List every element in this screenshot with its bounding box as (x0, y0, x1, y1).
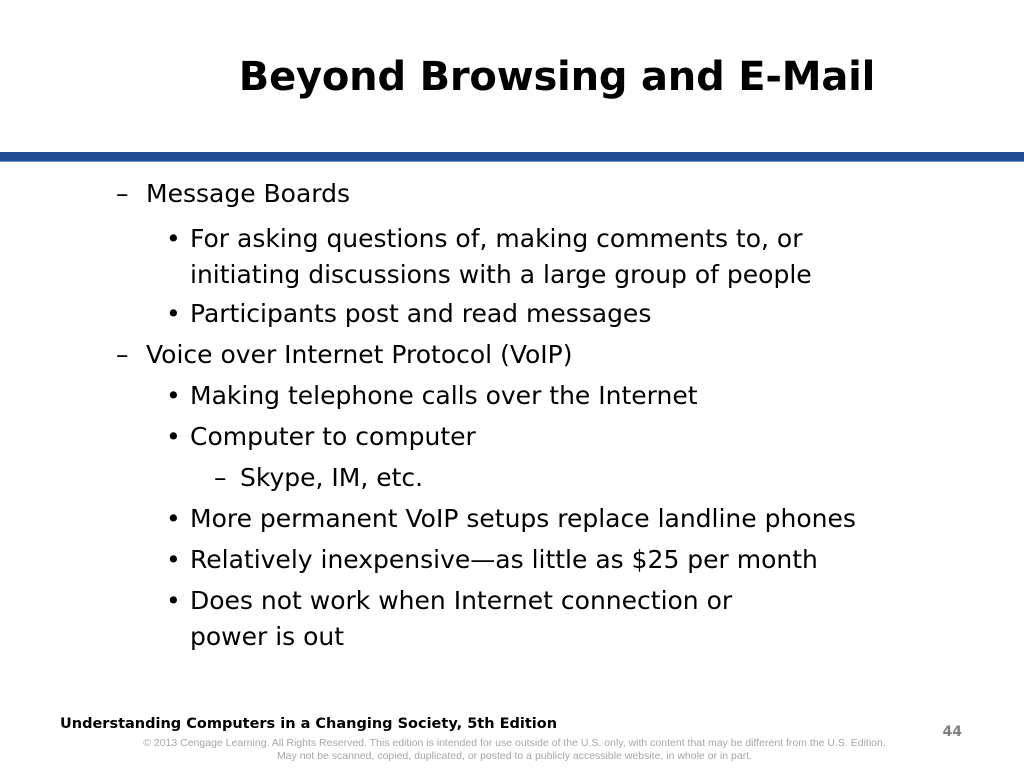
bullet-marker: • (166, 586, 181, 615)
bullet-text: Computer to computer (190, 422, 476, 451)
bullet-marker: • (166, 504, 181, 533)
bullet-marker: • (166, 381, 181, 410)
page-number: 44 (942, 724, 962, 740)
footer-book-title: Understanding Computers in a Changing Society, 5th Edition (60, 716, 558, 732)
slide-title: Beyond Browsing and E-Mail (238, 54, 876, 100)
dash-marker: – (116, 179, 129, 208)
bullet-marker: • (166, 224, 181, 253)
copyright-notice: May not be scanned, copied, duplicated, or posted to a publicly accessible website, in whole or in part. (276, 750, 753, 762)
bullet-text: Message Boards (146, 179, 351, 208)
copyright-notice: © 2013 Cengage Learning. All Rights Reserved. This edition is intended for use outside of the U.S. only, with content that may be different from the U.S. Edition. (143, 737, 886, 749)
bullet-text: Participants post and read messages (190, 299, 652, 328)
bullet-text: power is out (190, 622, 345, 651)
bullet-text: Voice over Internet Protocol (VoIP) (146, 340, 573, 369)
bullet-marker: • (166, 422, 181, 451)
bullet-text: Making telephone calls over the Internet (190, 381, 698, 410)
bullet-text: Skype, IM, etc. (240, 463, 424, 492)
bullet-marker: • (166, 299, 181, 328)
dash-marker: – (116, 340, 129, 369)
bullet-text: For asking questions of, making comments to, or (190, 224, 803, 253)
title-divider (0, 152, 1024, 162)
bullet-text: More permanent VoIP setups replace landline phones (190, 504, 856, 533)
bullet-text: initiating discussions with a large group of people (190, 260, 812, 289)
bullet-text: Does not work when Internet connection or (190, 586, 733, 615)
bullet-text: Relatively inexpensive—as little as $25 per month (190, 545, 818, 574)
dash-marker: – (214, 463, 227, 492)
bullet-marker: • (166, 545, 181, 574)
